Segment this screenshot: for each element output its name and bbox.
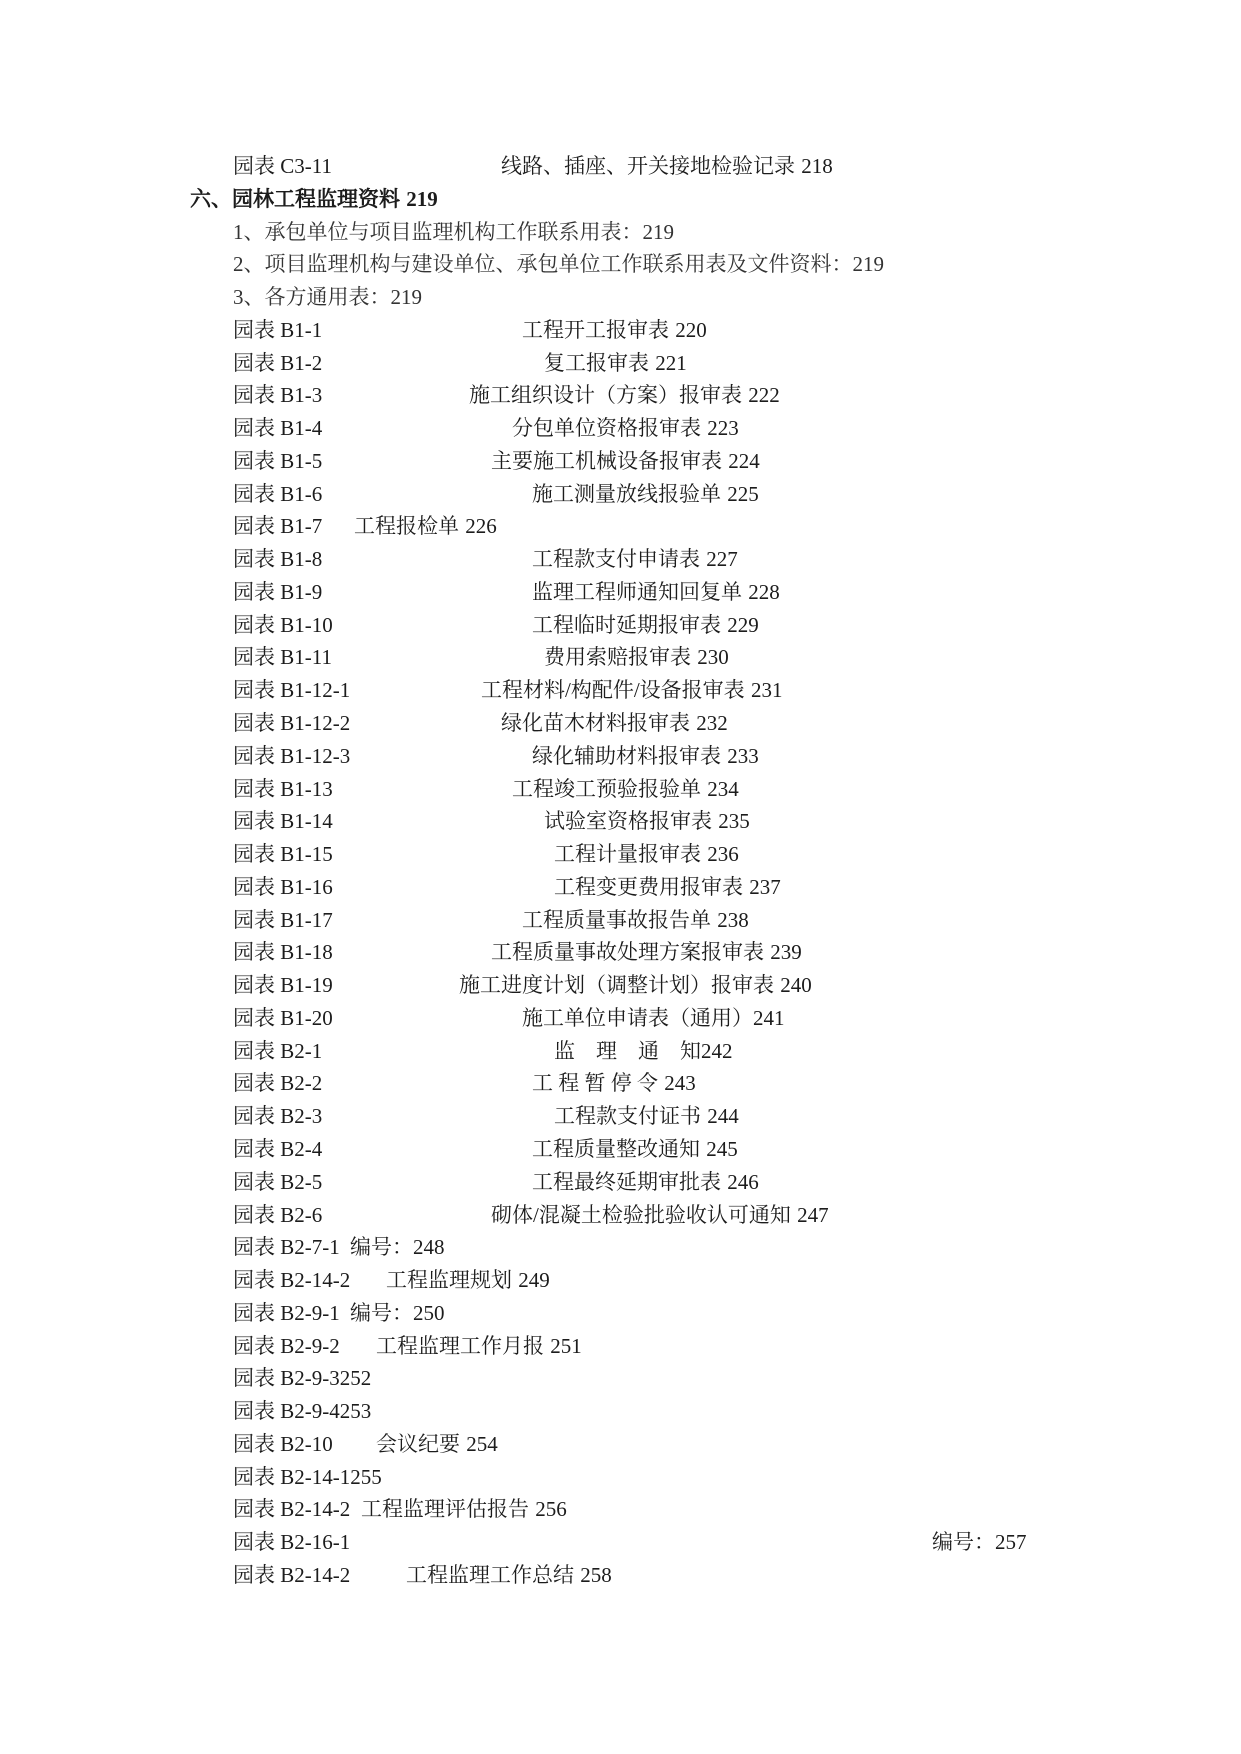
entry-page: 251 [550, 1333, 582, 1358]
toc-entry [0, 150, 1241, 183]
toc-entry [0, 609, 1241, 642]
entry-title [532, 740, 759, 773]
entry-title-text: 施工进度计划（调整计划）报审表 [459, 973, 774, 998]
toc-entry [0, 969, 1241, 1002]
entry-title-text: 线路、插座、开关接地检验记录 [501, 154, 795, 178]
entry-page: 222 [748, 383, 780, 408]
entry-title [532, 1067, 696, 1100]
entry-code: 园表 B1-5 [233, 448, 323, 473]
entry-page: 238 [717, 907, 749, 932]
entry-code: 园表 B1-6 [233, 481, 323, 506]
entry-code: 园表 B1-18 [233, 940, 333, 965]
entry-title-text: 监 理 通 知 [554, 1038, 701, 1063]
entry-code: 园表 B2-1 [233, 1038, 323, 1063]
entry-title [491, 445, 760, 478]
entry-title [459, 969, 812, 1002]
entry-title-text: 工程质量整改通知 [532, 1136, 700, 1161]
entry-title-text: 工程竣工预验报验单 [512, 776, 701, 801]
entry-title [532, 1166, 759, 1199]
entry-page: 247 [797, 1202, 829, 1227]
entry-page: 234 [707, 776, 739, 801]
entry-page: 226 [465, 514, 497, 539]
entry-code: 园表 C3-11 [233, 154, 332, 178]
toc-entry [0, 904, 1241, 937]
entry-title [554, 1100, 739, 1133]
toc-entry [0, 412, 1241, 445]
entry-code: 园表 B2-9-4 [233, 1399, 340, 1424]
entry-title-text: 施工测量放线报验单 [532, 481, 721, 506]
entry-title-text: 工程计量报审表 [554, 842, 701, 867]
entry-title-text: 绿化辅助材料报审表 [532, 743, 721, 768]
section-title-text: 六、园林工程监理资料 [190, 186, 400, 211]
entry-title [532, 543, 738, 576]
subsection-entry [0, 216, 1241, 249]
subsection-entry [0, 281, 1241, 314]
subsection-page: 219 [852, 252, 884, 277]
entry-title-text: 施工组织设计（方案）报审表 [469, 383, 742, 408]
subsection-title [233, 216, 674, 249]
entry-page: 248 [413, 1235, 445, 1260]
entry-code: 园表 B2-4 [233, 1136, 323, 1161]
subsection-title-text: 2、项目监理机构与建设单位、承包单位工作联系用表及文件资料： [233, 252, 853, 277]
toc-entry [0, 1297, 1241, 1330]
toc-entry [0, 445, 1241, 478]
entry-code: 园表 B2-2 [233, 1071, 323, 1096]
entry-title [491, 936, 802, 969]
toc-entry [0, 1199, 1241, 1232]
table-of-contents [0, 150, 1241, 1592]
entry-code: 园表 B2-10 [233, 1431, 333, 1456]
entry-title-text: 砌体/混凝土检验批验收认可通知 [491, 1202, 791, 1227]
entry-code: 园表 B1-20 [233, 1005, 333, 1030]
entry-code: 园表 B1-17 [233, 907, 333, 932]
toc-entry [0, 543, 1241, 576]
toc-entry [0, 1133, 1241, 1166]
entry-title-text: 施工单位申请表（通用） [522, 1005, 753, 1030]
entry-code: 园表 B2-9-3 [233, 1366, 340, 1391]
entry-page: 227 [706, 547, 738, 572]
entry-title-text: 工程监理评估报告 [361, 1497, 529, 1522]
entry-title-text: 工程监理规划 [386, 1268, 512, 1293]
entry-code: 园表 B1-1 [233, 317, 323, 342]
entry-title [544, 805, 750, 838]
entry-page: 228 [748, 579, 780, 604]
entry-code: 园表 B1-10 [233, 612, 333, 637]
entry-code: 园表 B2-9-1 [233, 1300, 340, 1325]
entry-title-text: 工程变更费用报审表 [554, 874, 743, 899]
entry-code: 园表 B1-12-3 [233, 743, 351, 768]
entry-page: 232 [696, 711, 728, 736]
toc-entry [0, 1100, 1241, 1133]
toc-entry [0, 805, 1241, 838]
toc-entry [0, 936, 1241, 969]
entry-title-text: 编号： [350, 1235, 413, 1260]
entry-page: 258 [580, 1562, 612, 1587]
entry-title [554, 1035, 733, 1068]
entry-title [406, 1559, 612, 1592]
entry-code: 园表 B1-11 [233, 645, 332, 670]
entry-title [512, 773, 739, 806]
entry-title-text: 工程监理工作月报 [376, 1333, 544, 1358]
toc-entry [0, 347, 1241, 380]
entry-title [386, 1264, 550, 1297]
subsection-title [233, 281, 422, 314]
entry-inline [233, 1362, 371, 1395]
entry-code: 园表 B2-9-2 [233, 1333, 340, 1358]
toc-entry [0, 1067, 1241, 1100]
entry-page: 241 [753, 1005, 785, 1030]
entry-page: 235 [718, 809, 750, 834]
entry-code: 园表 B2-3 [233, 1104, 323, 1129]
entry-title [554, 871, 781, 904]
entry-code: 园表 B1-3 [233, 383, 323, 408]
entry-code: 园表 B1-15 [233, 842, 333, 867]
entry-title [376, 1428, 498, 1461]
toc-entry [0, 1002, 1241, 1035]
entry-code: 园表 B1-14 [233, 809, 333, 834]
entry-title-text: 会议纪要 [376, 1431, 460, 1456]
entry-page: 218 [801, 154, 833, 178]
entry-title-text: 工 程 暂 停 令 [532, 1071, 658, 1096]
entry-title [469, 379, 780, 412]
entry-title-text: 监理工程师通知回复单 [532, 579, 742, 604]
entry-title [554, 838, 739, 871]
entry-code: 园表 B2-14-2 [233, 1562, 351, 1587]
entry-page: 220 [675, 317, 707, 342]
entry-title [544, 641, 729, 674]
toc-entry [0, 773, 1241, 806]
entry-title [501, 150, 833, 183]
toc-entry [0, 1330, 1241, 1363]
entry-title [522, 314, 707, 347]
entry-title [350, 1297, 445, 1330]
entry-title-text: 主要施工机械设备报审表 [491, 448, 722, 473]
entry-page: 237 [749, 874, 781, 899]
entry-code: 园表 B2-7-1 [233, 1235, 340, 1260]
entry-title [501, 707, 728, 740]
toc-entry [0, 478, 1241, 511]
entry-code: 园表 B2-14-2 [233, 1497, 351, 1522]
subsection-page: 219 [642, 219, 674, 244]
entry-page: 253 [339, 1399, 372, 1424]
entry-code: 园表 B1-7 [233, 514, 323, 539]
entry-code: 园表 B2-5 [233, 1169, 323, 1194]
entry-title-text: 编号： [350, 1300, 413, 1325]
toc-entry [0, 1559, 1241, 1592]
entry-title-text: 工程监理工作总结 [406, 1562, 574, 1587]
entry-page: 243 [664, 1071, 696, 1096]
entry-title [361, 1493, 567, 1526]
entry-page: 233 [727, 743, 759, 768]
entry-page: 254 [466, 1431, 498, 1456]
entry-page: 255 [350, 1464, 382, 1489]
entry-code: 园表 B1-16 [233, 874, 333, 899]
subsection-title [233, 248, 884, 281]
entry-title-text: 试验室资格报审表 [544, 809, 712, 834]
entry-page: 257 [995, 1530, 1027, 1555]
toc-entry [0, 1166, 1241, 1199]
entry-inline [233, 1461, 382, 1494]
toc-entry [0, 1395, 1241, 1428]
entry-page: 221 [655, 350, 687, 375]
toc-entry [0, 1264, 1241, 1297]
entry-page: 224 [728, 448, 760, 473]
toc-entry [0, 1461, 1241, 1494]
entry-title-text: 工程款支付申请表 [532, 547, 700, 572]
entry-title [532, 1133, 738, 1166]
entry-page: 250 [413, 1300, 445, 1325]
entry-page: 242 [701, 1038, 733, 1063]
entry-code: 园表 B1-13 [233, 776, 333, 801]
entry-page: 223 [707, 416, 739, 441]
entry-title-text: 费用索赔报审表 [544, 645, 691, 670]
subsection-title-text: 1、承包单位与项目监理机构工作联系用表： [233, 219, 643, 244]
entry-title [354, 510, 497, 543]
entry-page: 229 [727, 612, 759, 637]
subsection-page: 219 [390, 285, 422, 310]
toc-entry [0, 314, 1241, 347]
entry-code: 园表 B1-9 [233, 579, 323, 604]
entry-code: 园表 B2-14-2 [233, 1268, 351, 1293]
toc-entry [0, 1493, 1241, 1526]
entry-page: 249 [518, 1268, 550, 1293]
subsection-title-text: 3、各方通用表： [233, 285, 391, 310]
entry-page: 239 [770, 940, 802, 965]
toc-entry [0, 1362, 1241, 1395]
entry-code: 园表 B2-14-1 [233, 1464, 351, 1489]
entry-page: 256 [535, 1497, 567, 1522]
toc-entry [0, 707, 1241, 740]
toc-entry [0, 641, 1241, 674]
entry-title [544, 347, 687, 380]
entry-code: 园表 B1-19 [233, 973, 333, 998]
entry-page: 236 [707, 842, 739, 867]
entry-title-text: 工程最终延期审批表 [532, 1169, 721, 1194]
section-title [190, 183, 438, 216]
entry-title-text: 工程报检单 [354, 514, 459, 539]
entry-page: 244 [707, 1104, 739, 1129]
entry-title [491, 1199, 829, 1232]
entry-page: 245 [706, 1136, 738, 1161]
entry-title-text: 工程款支付证书 [554, 1104, 701, 1129]
entry-code: 园表 B2-16-1 [233, 1530, 351, 1555]
entry-code: 园表 B1-2 [233, 350, 323, 375]
toc-entry [0, 379, 1241, 412]
subsection-entry [0, 248, 1241, 281]
entry-title-text: 分包单位资格报审表 [512, 416, 701, 441]
entry-inline [233, 1395, 371, 1428]
toc-entry [0, 1526, 1241, 1559]
entry-title-text: 工程开工报审表 [522, 317, 669, 342]
entry-title-text: 编号： [932, 1530, 995, 1555]
toc-entry [0, 1428, 1241, 1461]
toc-entry [0, 1231, 1241, 1264]
entry-title [522, 1002, 785, 1035]
entry-title [532, 478, 759, 511]
entry-code: 园表 B1-4 [233, 416, 323, 441]
toc-entry [0, 510, 1241, 543]
toc-entry [0, 674, 1241, 707]
entry-page: 240 [780, 973, 812, 998]
entry-title [481, 674, 782, 707]
entry-code: 园表 B1-8 [233, 547, 323, 572]
entry-title [532, 576, 780, 609]
entry-title-text: 工程质量事故报告单 [522, 907, 711, 932]
entry-title [512, 412, 739, 445]
toc-entry [0, 1035, 1241, 1068]
entry-title-text: 工程材料/构配件/设备报审表 [481, 678, 745, 703]
entry-page: 252 [339, 1366, 372, 1391]
entry-title-text: 绿化苗木材料报审表 [501, 711, 690, 736]
section-page: 219 [406, 186, 438, 211]
entry-code: 园表 B2-6 [233, 1202, 323, 1227]
toc-entry [0, 740, 1241, 773]
entry-title [376, 1330, 582, 1363]
entry-title-text: 工程质量事故处理方案报审表 [491, 940, 764, 965]
entry-page: 225 [727, 481, 759, 506]
entry-title [522, 904, 749, 937]
entry-title-text: 工程临时延期报审表 [532, 612, 721, 637]
entry-page: 230 [697, 645, 729, 670]
entry-title [532, 609, 759, 642]
entry-page: 246 [727, 1169, 759, 1194]
entry-title [932, 1526, 1027, 1559]
toc-entry [0, 871, 1241, 904]
entry-title [350, 1231, 445, 1264]
entry-page: 231 [750, 678, 783, 703]
entry-code: 园表 B1-12-2 [233, 711, 351, 736]
entry-title-text: 复工报审表 [544, 350, 649, 375]
section-heading [0, 183, 1241, 216]
entry-code: 园表 B1-12-1 [233, 678, 351, 703]
toc-entry [0, 838, 1241, 871]
toc-entry [0, 576, 1241, 609]
